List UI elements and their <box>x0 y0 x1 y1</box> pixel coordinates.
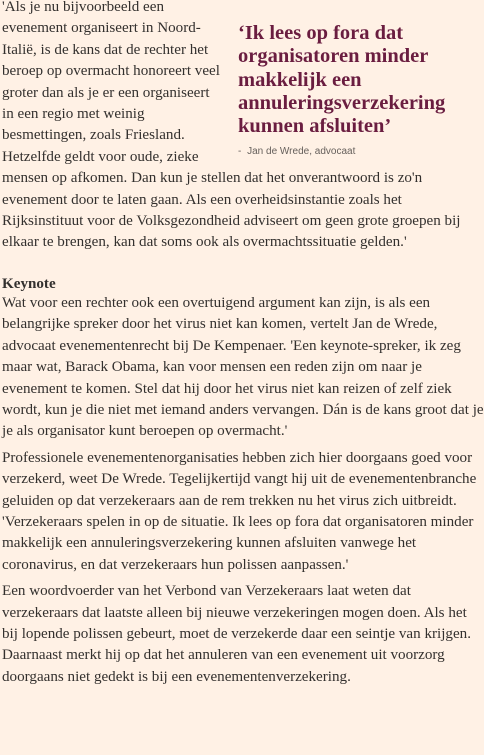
pullquote-attribution <box>238 145 484 158</box>
attribution-dash: - <box>238 146 242 158</box>
paragraph-1: 'Als je nu bijvoorbeeld een evenement organiseert in Noord-Italië, is de kans dat de rechter het beroep op overmacht honoreert veel groter dan als je er een organiseert in een regio met weinig besmettingen, zoals Friesland. Hetzelfde geldt voor oude, zieke mensen op afkomen. Dan kun je stellen dat het onverantwoord is zo'n evenement door te laten gaan. Als een overheidsinstantie zoals het Rijksinstituut voor de Volksgezondheid adviseert om geen grote groepen bij elkaar te brengen, kan dat soms ook als overmachtssituatie gelden.' <box>2 0 461 251</box>
paragraph-4: Een woordvoerder van het Verbond van Verzekeraars laat weten dat verzekeraars dat laatste alleen bij nieuwe verzekeringen mogen doen. Als het bij lopende polissen gebeurt, moet de verzekerde daar een seintje van krijgen. Daarnaast merkt hij op dat het annuleren van een evenement uit voorzorg doorgaans niet gedekt is bij een evenementenverzekering. <box>2 583 471 685</box>
pullquote <box>234 22 484 158</box>
section-heading-keynote: Keynote <box>2 275 56 292</box>
paragraph-3: Professionele evenementenorganisaties hebben zich hier doorgaans goed voor verzekerd, weet De Wrede. Tegelijkertijd vangt hij uit de evenementenbranche geluiden op dat verzekeraars aan de rem trekken nu het virus zich uitbreidt. 'Verzekeraars spelen in op de situatie. Ik lees op fora dat organisatoren minder makkelijk een annuleringsverzekering kunnen afsluiten vanwege het coronavirus, en dat verzekeraars hun polissen aanpassen.' <box>2 449 477 573</box>
paragraph-2: Wat voor een rechter ook een overtuigend argument kan zijn, is als een belangrijke spreker door het virus niet kan komen, vertelt Jan de Wrede, advocaat evenementenrecht bij De Kempenaer. 'Een keynote-spreker, ik zeg maar wat, Barack Obama, kan voor mensen een reden zijn om naar je evenement te komen. Stel dat hij door het virus niet kan reizen of zelf ziek wordt, kun je die niet met iemand anders vervangen. Dán is de kans groot dat je je als organisator kunt beroepen op overmacht.' <box>2 294 484 440</box>
pullquote-text: ‘Ik lees op fora dat organisatoren minder makkelijk een annuleringsverzekering kunnen afsluiten’ <box>238 22 446 138</box>
attribution-name: Jan de Wrede, advocaat <box>247 146 356 158</box>
